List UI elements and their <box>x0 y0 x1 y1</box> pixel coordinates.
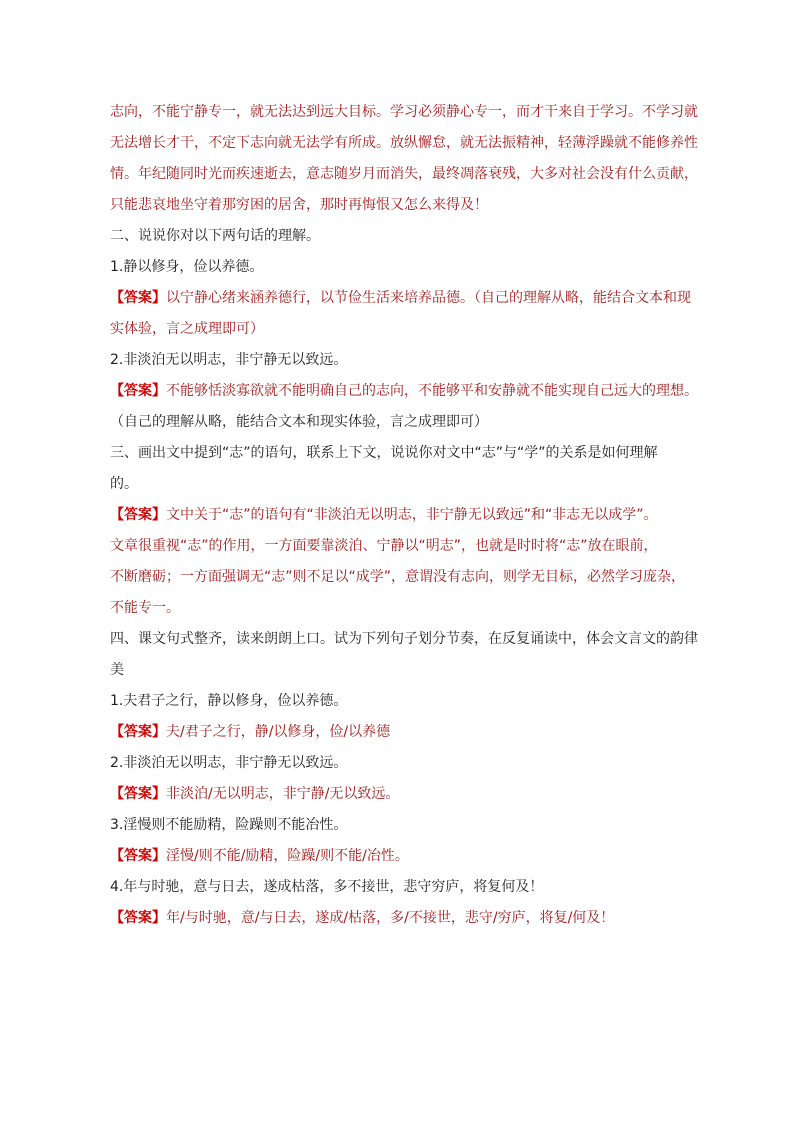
intro-line: 志向，不能宁静专一，就无法达到远大目标。学习必须静心专一，而才干来自于学习。不学习就 <box>110 104 698 120</box>
intro-line: 无法增长才干，不定下志向就无法学有所成。放纵懈怠，就无法振精神，轻薄浮躁就不能修养性 <box>110 135 698 151</box>
q3-heading: 三、画出文中提到“志”的语句，联系上下文，说说你对文中“志”与“学”的关系是如何理解 <box>110 445 658 461</box>
q2-answer-2-cont: （自己的理解从略，能结合文本和现实体验，言之成理即可） <box>110 414 488 430</box>
answer-text: 文中关于“志”的语句有“非淡泊无以明志，非宁静无以致远”和“非志无以成学”。 <box>166 507 658 523</box>
q4-heading-cont: 美 <box>110 662 124 678</box>
answer-tag: 【答案】 <box>110 910 166 926</box>
q2-answer-1-line <box>110 283 710 314</box>
answer-text: 年/与时驰，意/与日去，遂成/枯落，多/不接世，悲守/穷庐，将复/何及！ <box>166 910 615 926</box>
answer-tag: 【答案】 <box>110 507 166 523</box>
answer-tag: 【答案】 <box>110 848 166 864</box>
q2-item-2: 2.非淡泊无以明志，非宁静无以致远。 <box>110 352 348 368</box>
answer-tag: 【答案】 <box>110 383 166 399</box>
intro-line: 只能悲哀地坐守着那穷困的居舍，那时再悔恨又怎么来得及！ <box>110 197 488 213</box>
q4-answer-line <box>110 903 710 934</box>
q4-heading: 四、课文句式整齐，读来朗朗上口。试为下列句子划分节奏，在反复诵读中，体会文言文的韵律 <box>110 631 698 647</box>
q4-item: 2.非淡泊无以明志，非宁静无以致远。 <box>110 755 348 771</box>
q2-answer-2-line <box>110 376 710 407</box>
answer-text: 以宁静心绪来涵养德行，以节俭生活来培养品德。（自己的理解从略，能结合文本和现 <box>166 290 691 306</box>
q3-answer-cont: 不断磨砺；一方面强调无“志”则不足以“成学”，意谓没有志向，则学无目标，必然学习庞杂， <box>110 569 686 585</box>
q4-answer-line <box>110 717 710 748</box>
q3-answer-cont: 不能专一。 <box>110 600 180 616</box>
document-body <box>110 97 710 934</box>
q4-item: 3.淫慢则不能励精，险躁则不能冶性。 <box>110 817 348 833</box>
q4-answer-line <box>110 841 710 872</box>
answer-text: 淫慢/则不能/励精，险躁/则不能/冶性。 <box>166 848 409 864</box>
answer-tag: 【答案】 <box>110 724 166 740</box>
answer-tag: 【答案】 <box>110 290 166 306</box>
q2-item-1: 1.静以修身，俭以养德。 <box>110 259 264 275</box>
q2-heading: 二、说说你对以下两句话的理解。 <box>110 228 320 244</box>
intro-line: 情。年纪随同时光而疾速逝去，意志随岁月而消失，最终凋落衰残，大多对社会没有什么贡献， <box>110 166 698 182</box>
answer-text: 夫/君子之行，静/以修身，俭/以养德 <box>166 724 391 740</box>
q4-answer-line <box>110 779 710 810</box>
q2-answer-1-cont: 实体验，言之成理即可） <box>110 321 264 337</box>
q4-item: 4.年与时驰，意与日去，遂成枯落，多不接世，悲守穷庐，将复何及！ <box>110 879 544 895</box>
answer-text: 非淡泊/无以明志，非宁静/无以致远。 <box>166 786 400 802</box>
q3-answer-line <box>110 500 710 531</box>
q3-answer-cont: 文章很重视“志”的作用，一方面要靠淡泊、宁静以“明志”，也就是时时将“志”放在眼前， <box>110 538 658 554</box>
answer-tag: 【答案】 <box>110 786 166 802</box>
q3-heading-cont: 的。 <box>110 476 138 492</box>
q4-item: 1.夫君子之行，静以修身，俭以养德。 <box>110 693 348 709</box>
answer-text: 不能够恬淡寡欲就不能明确自己的志向，不能够平和安静就不能实现自己远大的理想。 <box>166 383 698 399</box>
